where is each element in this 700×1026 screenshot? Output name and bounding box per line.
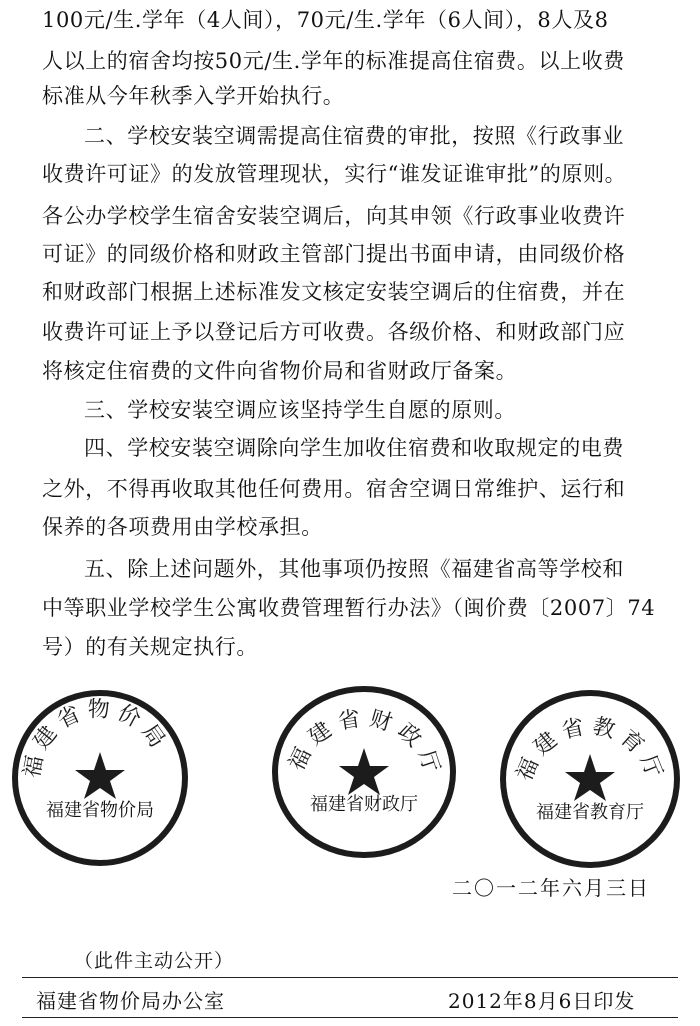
body-line-10: 将核定住宿费的文件向省物价局和省财政厅备案。 bbox=[42, 359, 518, 383]
finance-dept-seal bbox=[272, 686, 456, 858]
body-line-17: 号）的有关规定执行。 bbox=[42, 635, 258, 659]
body-line-1: 100元/生.学年（4人间），70元/生.学年（6人间），8人及8 bbox=[42, 8, 609, 32]
finance-dept-seal-label: 福建省财政厅 bbox=[310, 794, 418, 815]
footer-print-date: 2012年8月6日印发 bbox=[448, 989, 636, 1013]
body-line-3: 标准从今年秋季入学开始执行。 bbox=[42, 84, 345, 108]
body-line-11: 三、学校安装空调应该坚持学生自愿的原则。 bbox=[84, 398, 516, 422]
education-dept-seal-graphic bbox=[506, 696, 674, 862]
price-bureau-seal bbox=[12, 690, 188, 866]
body-line-14: 保养的各项费用由学校承担。 bbox=[42, 515, 323, 539]
body-line-16: 中等职业学校学生公寓收费管理暂行办法》（闽价费〔2007〕74 bbox=[42, 596, 656, 620]
body-line-6: 各公办学校学生宿舍安装空调后，向其申领《行政事业收费许 bbox=[42, 204, 626, 228]
body-line-2: 人以上的宿舍均按50元/生.学年的标准提高住宿费。以上收费 bbox=[42, 49, 625, 73]
finance-dept-seal-arc-text: 福建省财政厅 bbox=[284, 705, 446, 783]
price-bureau-seal-label: 福建省物价局 bbox=[46, 800, 154, 821]
body-line-9: 收费许可证上予以登记后方可收费。各级价格、和财政部门应 bbox=[42, 320, 626, 344]
body-line-13: 之外，不得再收取其他任何费用。宿舍空调日常维护、运行和 bbox=[42, 477, 626, 501]
body-line-12: 四、学校安装空调除向学生加收住宿费和收取规定的电费 bbox=[84, 436, 624, 460]
body-line-5: 收费许可证》的发放管理现状，实行“谁发证谁审批”的原则。 bbox=[42, 162, 627, 186]
price-bureau-seal-graphic bbox=[18, 696, 182, 860]
education-dept-seal-label: 福建省教育厅 bbox=[536, 802, 644, 823]
footer-top-rule bbox=[22, 977, 678, 978]
body-line-4: 二、学校安装空调需提高住宿费的审批，按照《行政事业 bbox=[84, 124, 624, 148]
star-icon bbox=[75, 752, 125, 799]
public-disclosure-note: （此件主动公开） bbox=[74, 950, 235, 972]
price-bureau-seal-arc-text: 福建省物价局 bbox=[19, 697, 173, 780]
footer-bottom-rule bbox=[22, 1017, 678, 1018]
body-line-15: 五、除上述问题外，其他事项仍按照《福建省高等学校和 bbox=[84, 557, 624, 581]
star-icon bbox=[339, 748, 389, 795]
signature-date: 二〇一二年六月三日 bbox=[452, 876, 650, 900]
education-dept-seal bbox=[500, 690, 680, 868]
finance-dept-seal-graphic bbox=[278, 692, 450, 852]
footer-issuing-office: 福建省物价局办公室 bbox=[36, 989, 225, 1013]
star-icon bbox=[565, 754, 615, 801]
education-dept-seal-arc-text: 福建省教育厅 bbox=[512, 713, 669, 787]
body-line-8: 和财政部门根据上述标准发文核定安装空调后的住宿费，并在 bbox=[42, 280, 626, 304]
body-line-7: 可证》的同级价格和财政主管部门提出书面申请，由同级价格 bbox=[42, 242, 626, 266]
